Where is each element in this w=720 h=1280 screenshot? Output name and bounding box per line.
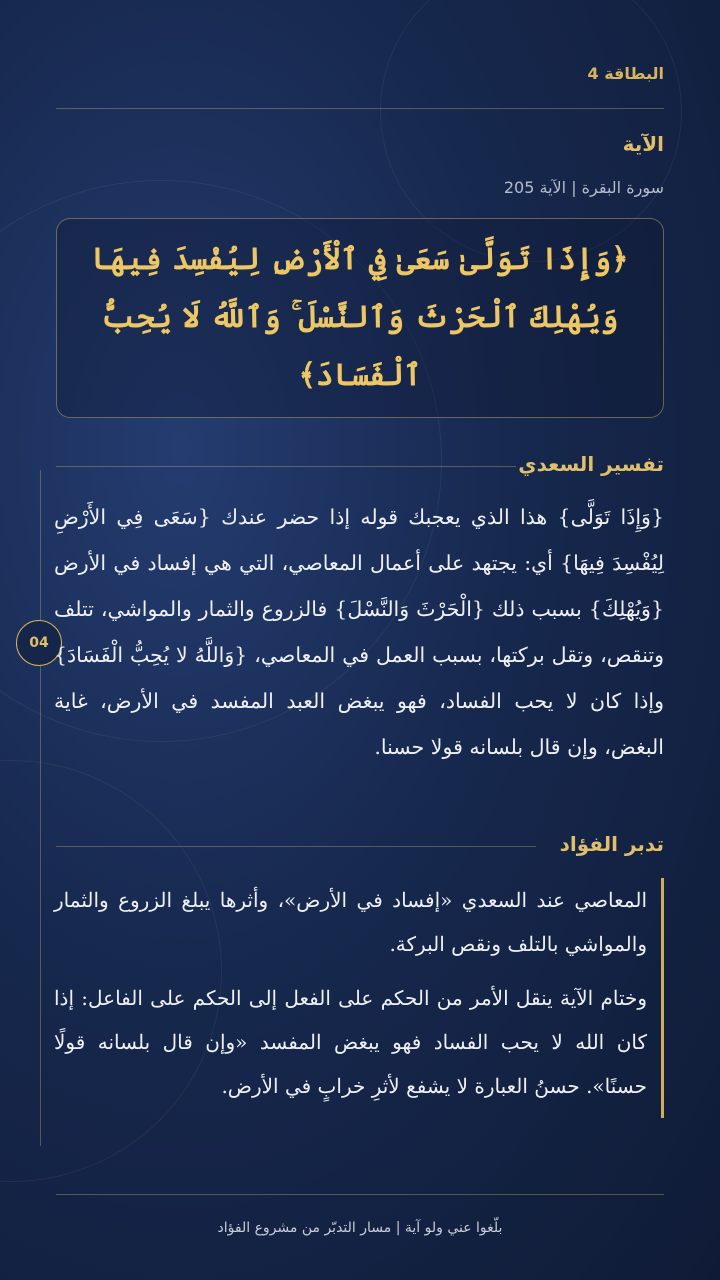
- ayah-section-title: الآية: [622, 132, 664, 156]
- card-label: البطاقة 4: [587, 64, 664, 83]
- reflection-section-title: تدبر الفؤاد: [559, 832, 664, 856]
- side-timeline-line: [40, 470, 41, 620]
- side-timeline-line: [40, 666, 41, 1146]
- header-divider: [56, 108, 664, 109]
- footer-text: بلّغوا عني ولو آية | مسار التدبّر من مشروع الفؤاد: [217, 1220, 503, 1236]
- tafsir-section-title: تفسير السعدي: [518, 452, 664, 476]
- verse-card: [56, 218, 664, 418]
- footer-divider: [56, 1194, 664, 1195]
- tafsir-text: {وَإِذَا تَوَلَّى} هذا الذي يعجبك قوله إذا حضر عندك {سَعَى فِي الأَرْضِ لِيُفْسِدَ فِيهَا} أي: يجتهد على أعمال المعاصي، التي هي إفساد في الأرض {وَيُهْلِكَ} بسبب ذلك {الْحَرْثَ وَالنَّسْلَ} فالزروع والثمار والمواشي، تتلف وتنقص، وتقل بركتها، بسبب العمل في المعاصي، {وَاللَّهُ لا يُحِبُّ الْفَسَادَ} وإذا كان لا يحب الفساد، فهو يبغض العبد المفسد في الأرض، غاية البغض، وإن قال بلسانه قولا حسنا.: [54, 505, 664, 759]
- surah-reference: سورة البقرة | الآية 205: [503, 178, 664, 197]
- page-number-badge: 04: [16, 620, 62, 666]
- reflection-paragraph: المعاصي عند السعدي «إفساد في الأرض»، وأثرها يبلغ الزروع والثمار والمواشي بالتلف ونقص البركة.: [54, 888, 647, 956]
- tafsir-title-rule: [56, 466, 516, 467]
- reflection-paragraph: وختام الآية ينقل الأمر من الحكم على الفعل إلى الحكم على الفاعل: إذا كان الله لا يحب الفساد فهو يبغض المفسد «وإن قال بلسانه قولًا حسنًا». حسنُ العبارة لا يشفع لأثرِ خرابٍ في الأرض.: [54, 986, 647, 1098]
- reflection-title-rule: [56, 846, 536, 847]
- verse-text: ﴿وَإِذَا تَوَلَّىٰ سَعَىٰ فِي ٱلْأَرْضِ لِيُفْسِدَ فِيهَا وَيُهْلِكَ ٱلْحَرْثَ وَٱلنَّسْلَ ۚ وَٱللَّهُ لَا يُحِبُّ ٱلْفَسَادَ﴾: [91, 242, 629, 393]
- reflection-box: [54, 878, 664, 1118]
